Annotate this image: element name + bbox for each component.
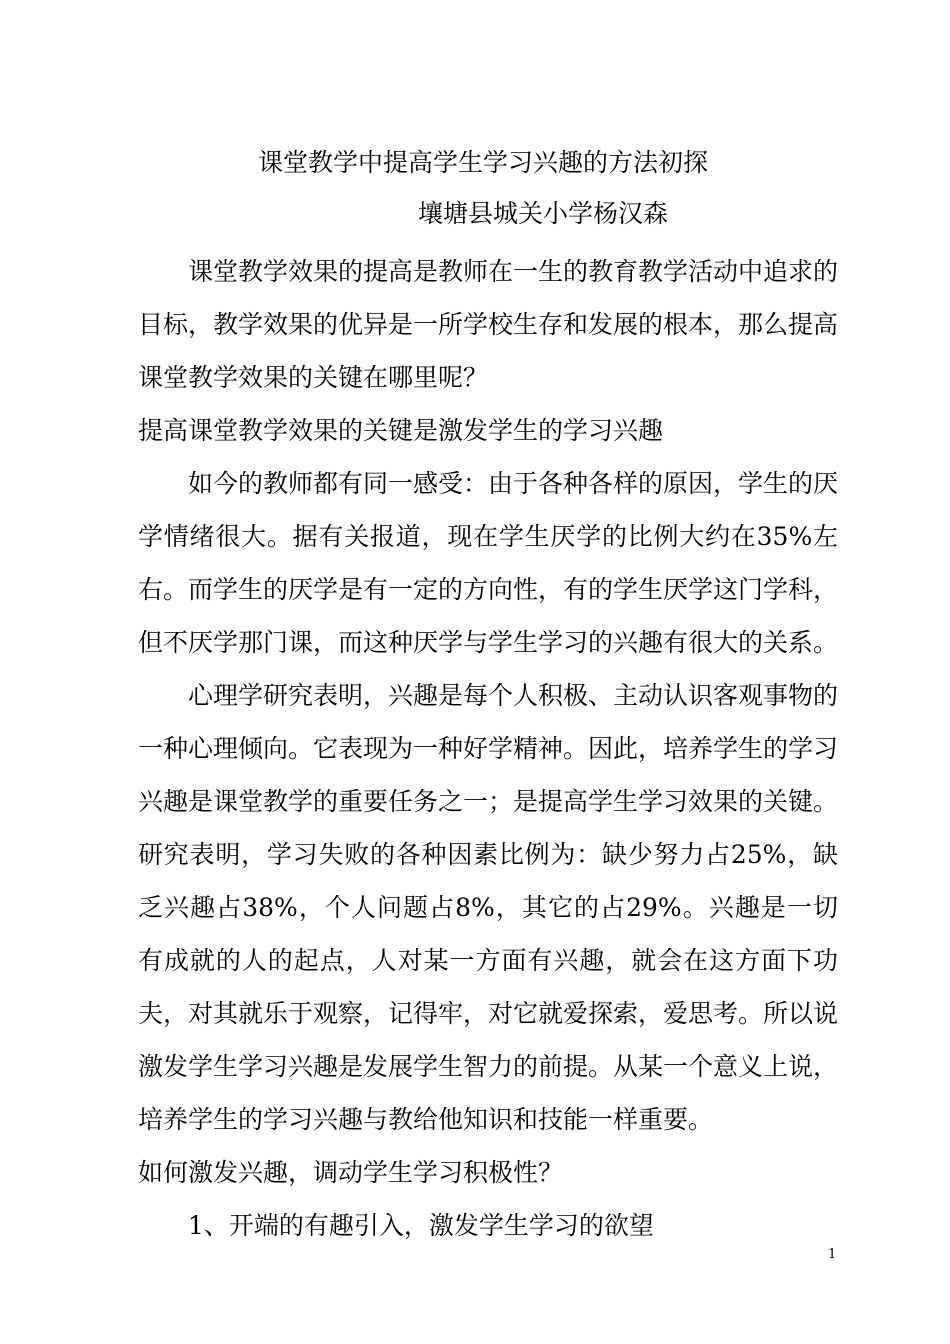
page-number: 1: [828, 1247, 837, 1262]
section-heading-key: 提高课堂教学效果的关键是激发学生的学习兴趣: [138, 416, 664, 445]
list-item-1: 1、开端的有趣引入，激发学生学习的欲望: [188, 1211, 654, 1240]
document-title: 课堂教学中提高学生学习兴趣的方法初探: [258, 148, 709, 177]
paragraph-intro: 课堂教学效果的提高是教师在一生的教育教学活动中追求的目标，教学效果的优异是一所学校生存和发展的根本，那么提高课堂教学效果的关键在哪里呢？: [138, 257, 839, 392]
paragraph-feeling: 如今的教师都有同一感受：由于各种各样的原因，学生的厌学情绪很大。据有关报道，现在学生厌学的比例大约在35%左右。而学生的厌学是有一定的方向性，有的学生厌学这门学科，但不厌学那门课，而这种厌学与学生学习的兴趣有很大的关系。: [138, 469, 839, 657]
document-author: 壤塘县城关小学杨汉森: [418, 199, 669, 228]
paragraph-research: 研究表明，学习失败的各种因素比例为：缺少努力占25%，缺乏兴趣占38%，个人问题占8%，其它的占29%。兴趣是一切有成就的人的起点，人对某一方面有兴趣，就会在这方面下功夫，对其就乐于观察，记得牢，对它就爱探索，爱思考。所以说激发学生学习兴趣是发展学生智力的前提。从某一个意义上说，培养学生的学习兴趣与教给他知识和技能一样重要。: [138, 840, 839, 1134]
section-heading-method: 如何激发兴趣，调动学生学习积极性？: [138, 1158, 564, 1187]
paragraph-psychology: 心理学研究表明，兴趣是每个人积极、主动认识客观事物的一种心理倾向。它表现为一种好学精神。因此，培养学生的学习兴趣是课堂教学的重要任务之一；是提高学生学习效果的关键。: [138, 681, 839, 816]
document-body: [138, 245, 838, 1252]
